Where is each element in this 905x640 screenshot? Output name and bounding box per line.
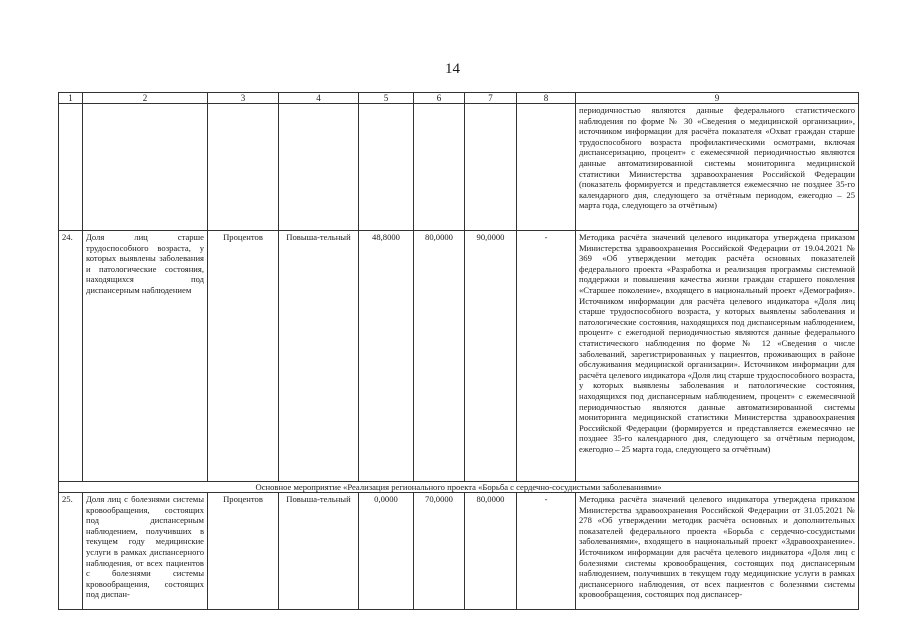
trend-cell: Повыша-тельный [279, 231, 359, 482]
value-cell [465, 104, 517, 231]
value-cell [414, 104, 465, 231]
value-cell: 0,0000 [359, 493, 414, 610]
column-header: 9 [576, 93, 859, 104]
column-header: 7 [465, 93, 517, 104]
section-title: Основное мероприятие «Реализация регионального проекта «Борьба с сердечно-сосудистыми заболеваниями» [59, 482, 859, 493]
indicator-name: Доля лиц с болезнями системы кровообращения, состоящих под диспансерным наблюдением, получивших в текущем году медицинские услуги в рамках диспансерного наблюдения, от всех пациентов с болезнями системы кровообращения, состоящих под диспан- [83, 493, 208, 610]
column-header: 6 [414, 93, 465, 104]
value-cell: 70,0000 [414, 493, 465, 610]
table-row [59, 231, 859, 482]
value-cell [359, 104, 414, 231]
value-cell: 90,0000 [465, 231, 517, 482]
value-cell: - [517, 493, 576, 610]
row-number: 24. [59, 231, 83, 482]
table-row-continuation [59, 104, 859, 231]
row-number: 25. [59, 493, 83, 610]
column-header: 3 [208, 93, 279, 104]
column-header: 5 [359, 93, 414, 104]
value-cell: - [517, 231, 576, 482]
row-number [59, 104, 83, 231]
column-header: 8 [517, 93, 576, 104]
value-cell: 48,8000 [359, 231, 414, 482]
column-number-row [59, 93, 859, 104]
methodology-text: периодичностью являются данные федерального статистического наблюдения по форме № 30 «Сведения о медицинской организации», источником информации для расчёта показателя «Охват граждан старше трудоспособного возраста профилактическими осмотрами, включая диспансеризацию, процент» с ежемесячной периодичностью являются данные автоматизированной системы мониторинга медицинской статистики Министерства здравоохранения Российской Федерации (показатель формируется и представляется ежемесячно не позднее 35-го календарного дня, следующего за отчётным периодом, ежегодно – 25 марта года, следующего за отчётным) [576, 104, 859, 231]
unit-cell [208, 104, 279, 231]
indicators-table [58, 92, 859, 610]
methodology-text: Методика расчёта значений целевого индикатора утверждена приказом Министерства здравоохранения Российской Федерации от 19.04.2021 № 369 «Об утверждении методик расчёта основных показателей федерального проекта «Разработка и реализация программы системной поддержки и повышения качества жизни граждан старшего поколения «Старшее поколение», входящего в национальный проект «Демография». Источником информации для расчёта целевого индикатора «Доля лиц старше трудоспособного возраста, у которых выявлены заболевания и патологические состояния, находящихся под диспансерным наблюдением, процент» с ежегодной периодичностью являются данные федерального статистического наблюдения по форме № 12 «Сведения о числе заболеваний, зарегистрированных у пациентов, проживающих в районе обслуживания медицинской организации». Источником информации для расчёта целевого индикатора «Доля лиц старше трудоспособного возраста, у которых выявлены заболевания и патологические состояния, находящихся под диспансерным наблюдением, процент» с ежемесячной периодичностью являются данные автоматизированной системы мониторинга медицинской статистики Министерства здравоохранения Российской Федерации (формируется и представляется ежемесячно не позднее 35-го календарного дня, следующего за отчётным периодом, ежегодно – 25 марта года, следующего за отчётным) [576, 231, 859, 482]
unit-cell: Процентов [208, 231, 279, 482]
value-cell [517, 104, 576, 231]
column-header: 1 [59, 93, 83, 104]
column-header: 2 [83, 93, 208, 104]
trend-cell [279, 104, 359, 231]
section-row [59, 482, 859, 493]
column-header: 4 [279, 93, 359, 104]
trend-cell: Повыша-тельный [279, 493, 359, 610]
table-row [59, 493, 859, 610]
value-cell: 80,0000 [414, 231, 465, 482]
indicator-name [83, 104, 208, 231]
unit-cell: Процентов [208, 493, 279, 610]
value-cell: 80,0000 [465, 493, 517, 610]
methodology-text: Методика расчёта значений целевого индикатора утверждена приказом Министерства здравоохранения Российской Федерации от 31.05.2021 № 278 «Об утверждении методик расчёта основных и дополнительных показателей федерального проекта «Борьба с сердечно-сосудистыми заболеваниями», входящего в национальный проект «Здравоохранение». Источником информации для расчёта целевого индикатора «Доля лиц с болезнями системы кровообращения, состоящих под диспансерным наблюдением, получивших в текущем году медицинские услуги в рамках диспансерного наблюдения, от всех пациентов с болезнями системы кровообращения, состоящих под диспансер- [576, 493, 859, 610]
page-number: 14 [445, 61, 460, 77]
indicator-name: Доля лиц старше трудоспособного возраста, у которых выявлены заболевания и патологические состояния, находящихся под диспансерным наблюдением [83, 231, 208, 482]
